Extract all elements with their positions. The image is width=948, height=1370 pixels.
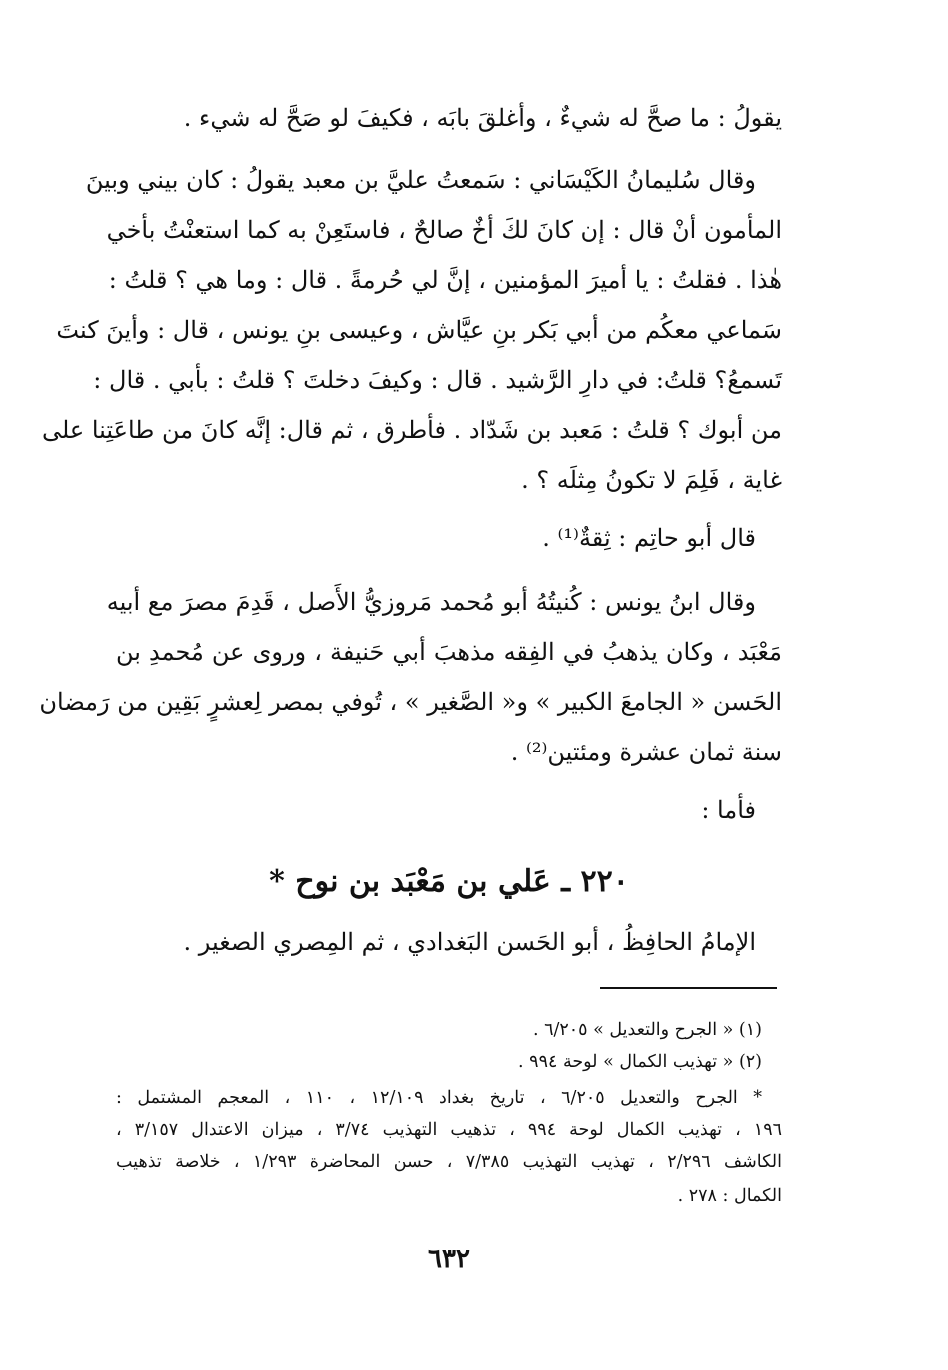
paragraph-2-line-1: وقال سُليمانُ الكَيْسَاني : سَمعتُ عليَّ بن معبد يقولُ : كان بيني وبينَ (85, 166, 756, 194)
page-number: ٦٣٢ (428, 1244, 470, 1274)
paragraph-4-line-4: سنة ثمان عشرة ومئتين⁽²⁾ . (510, 738, 782, 766)
paragraph-2-line-3: هٰذا . فقلتُ : يا أميرَ المؤمنين ، إنَّ لي حُرمةً . قال : وما هي ؟ قلتُ : (108, 266, 782, 294)
footnote-star-line-2: ١٩٦ ، تهذيب الكمال لوحة ٩٩٤ ، تذهيب التهذيب ٣/٧٤ ، ميزان الاعتدال ٣/١٥٧ ، (116, 1120, 782, 1140)
paragraph-2-line-7: غاية ، فَلِمَ لا تكونُ مِثلَه ؟ . (521, 466, 782, 494)
paragraph-2-line-5: تَسمعُ؟ قلتُ: في دارِ الرَّشيد . قال : وكيفَ دخلتَ ؟ قلتُ : بأبي . قال : (93, 366, 782, 394)
paragraph-3-line-1: قال أبو حاتِم : ثِقةٌ⁽¹⁾ . (542, 524, 756, 552)
entry-subtitle: الإمامُ الحافِظُ ، أبو الحَسن البَغدادي ، ثم المِصري الصغير . (183, 928, 756, 956)
paragraph-5-line-1: فأما : (701, 796, 756, 824)
paragraph-4-line-2: مَعْبَد ، وكان يذهبُ في الفِقه مذهبَ أبي حَنيفة ، وروى عن مُحمدِ بن (116, 638, 782, 666)
paragraph-2-line-2: المأمون أنْ قال : إن كانَ لكَ أخٌ صالحٌ ، فاستَعِنْ به كما استعنْتُ بأخي (106, 216, 782, 244)
entry-heading: ٢٢٠ ـ عَلي بن مَعْبَد بن نوح * (269, 864, 629, 899)
paragraph-1-line-1: يقولُ : ما صحَّ له شيءٌ ، وأغلقَ بابَه ، فكيفَ لو صَحَّ له شيء . (183, 104, 782, 132)
footnote-star-line-3: الكاشف ٢/٢٩٦ ، تهذيب التهذيب ٧/٣٨٥ ، حسن المحاضرة ١/٢٩٣ ، خلاصة تذهيب (116, 1152, 783, 1172)
paragraph-2-line-4: سَماعي معكُم من أبي بَكر بنِ عيَّاش ، وعيسى بنِ يونس ، قال : وأينَ كنتَ (56, 316, 782, 344)
footnote-2: (٢) « تهذيب الكمال » لوحة ٩٩٤ . (518, 1052, 762, 1072)
footnote-star-line-1: * الجرح والتعديل ٦/٢٠٥ ، تاريخ بغداد ١٢/١٠٩ ، ١١٠ ، المعجم المشتمل : (116, 1088, 763, 1108)
paragraph-4-line-1: وقال ابنُ يونس : كُنيتُهُ أبو مُحمد مَروزيُّ الأَصل ، قَدِمَ مصرَ مع أبيه (106, 588, 756, 616)
footnote-star-line-4: الكمال : ٢٧٨ . (677, 1186, 782, 1206)
footnote-divider (600, 987, 777, 989)
footnote-1: (١) « الجرح والتعديل » ٦/٢٠٥ . (532, 1020, 762, 1040)
paragraph-2-line-6: من أبوك ؟ قلتُ : مَعبد بن شَدّاد . فأطرق ، ثم قال: إنَّه كانَ من طاعَتِنا على (41, 416, 782, 444)
paragraph-4-line-3: الحَسن « الجامعَ الكبير » و« الصَّغير » ، تُوفي بمصر لِعشرٍ بَقِين من رَمضان (39, 688, 782, 716)
